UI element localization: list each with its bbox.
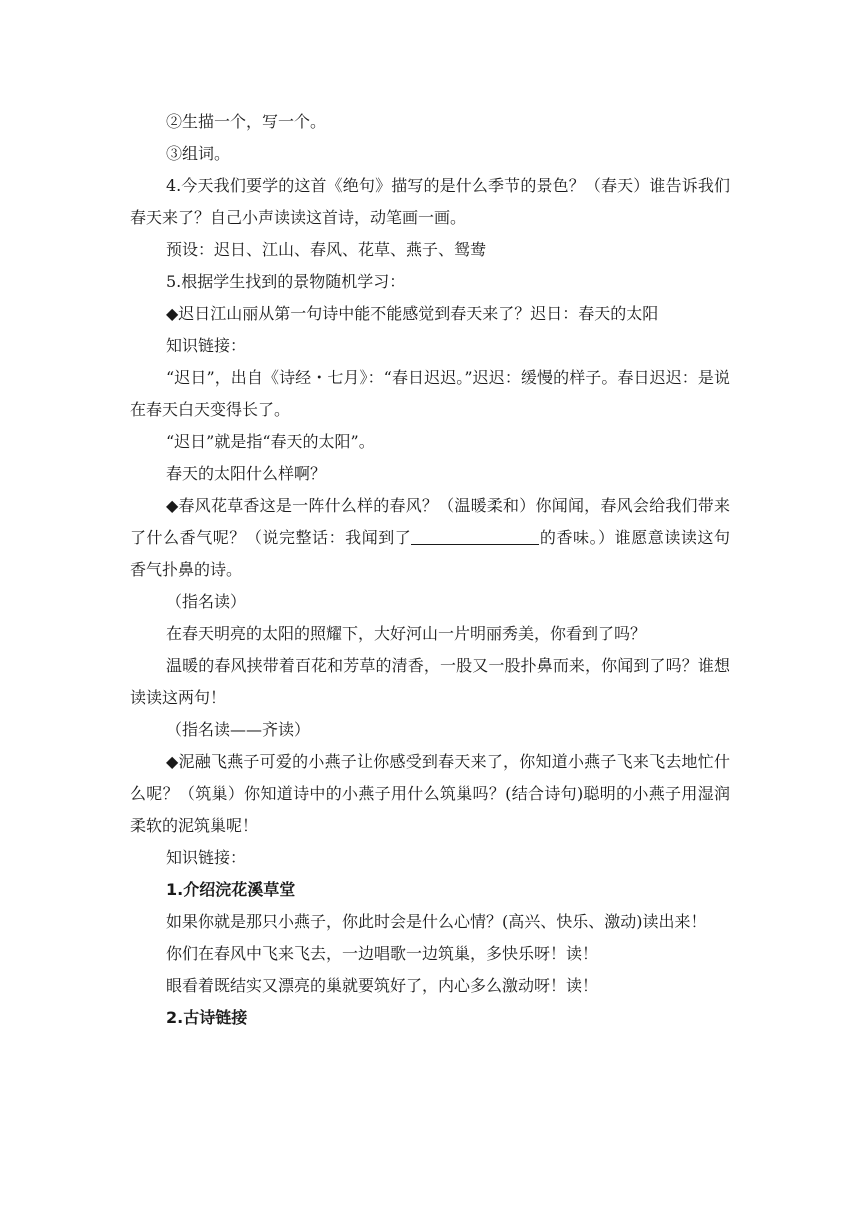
paragraph-nest-building: 眼看着既结实又漂亮的巢就要筑好了，内心多么激动呀！读！ <box>166 976 599 995</box>
paragraph-word-step: ③组词。 <box>166 144 231 163</box>
paragraph-sun-scene: 在春天明亮的太阳的照耀下，大好河山一片明丽秀美，你看到了吗？ <box>166 624 647 643</box>
paragraph-chiri: ◆迟日江山丽从第一句诗中能不能感觉到春天来了？迟日：春天的太阳 <box>166 304 659 323</box>
paragraph-preset: 预设：迟日、江山、春风、花草、燕子、鸳鸯 <box>166 240 487 259</box>
paragraph-swallow-feeling: 如果你就是那只小燕子，你此时会是什么心情？(高兴、快乐、激动)读出来！ <box>166 912 707 931</box>
paragraph-chiri-meaning: “迟日”就是指“春天的太阳”。 <box>166 432 375 451</box>
paragraph-step-4: 4.今天我们要学的这首《绝句》描写的是什么季节的景色？（春天）谁告诉我们春天来了？自己小声读读这首诗，动笔画一画。 <box>130 176 730 227</box>
paragraph-knowledge-link: 知识链接： <box>166 336 247 355</box>
paragraph-step-5: 5.根据学生找到的景物随机学习： <box>166 272 406 291</box>
paragraph-read-by-name: （指名读） <box>166 592 247 611</box>
paragraph-knowledge-link-2: 知识链接： <box>166 848 247 867</box>
paragraph-breeze-scene: 温暖的春风挟带着百花和芳草的清香，一股又一股扑鼻而来，你闻到了吗？谁想读读这两句！ <box>130 656 730 707</box>
paragraph-shijing-quote: “迟日”，出自《诗经・七月》：“春日迟迟。”迟迟：缓慢的样子。春日迟迟：是说在春天白天变得长了。 <box>130 368 730 419</box>
spring-breeze-text-b: 的香味。）谁愿意读读这句香气扑鼻的诗。 <box>130 528 730 579</box>
spring-breeze-text-a: ◆春风花草香这是一阵什么样的春风？（温暖柔和）你闻闻，春风会给我们带来了什么香气呢？（说完整话：我闻到了 <box>130 496 730 547</box>
fill-in-blank <box>411 526 539 545</box>
paragraph-sun-question: 春天的太阳什么样啊？ <box>166 464 327 483</box>
heading-cottage: 1.介绍浣花溪草堂 <box>166 880 296 899</box>
paragraph-swallow-flying: 你们在春风中飞来飞去，一边唱歌一边筑巢，多快乐呀！读！ <box>166 944 599 963</box>
paragraph-spring-breeze <box>130 490 730 586</box>
paragraph-read-together: （指名读——齐读） <box>166 720 311 739</box>
paragraph-swallow: ◆泥融飞燕子可爱的小燕子让你感受到春天来了，你知道小燕子飞来飞去地忙什么呢？（筑巢）你知道诗中的小燕子用什么筑巢吗？(结合诗句)聪明的小燕子用湿润柔软的泥筑巢呢！ <box>130 752 730 835</box>
document-page <box>130 106 730 1034</box>
paragraph-write-step: ②生描一个，写一个。 <box>166 112 327 131</box>
heading-poem-link: 2.古诗链接 <box>166 1008 248 1027</box>
